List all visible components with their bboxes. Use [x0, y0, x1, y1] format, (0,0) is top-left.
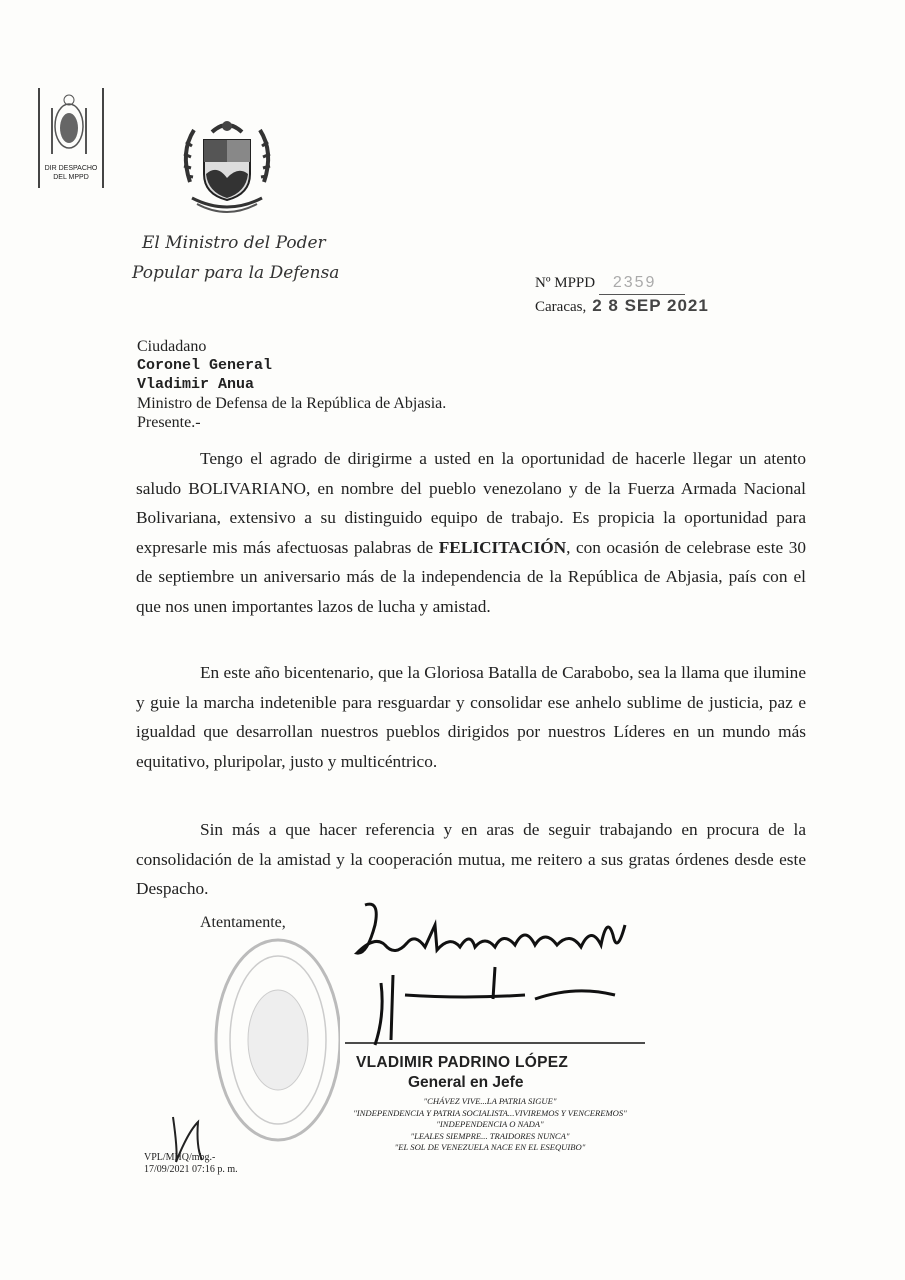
- body-paragraph-2: [136, 658, 806, 776]
- stamp-label: DIR DESPACHO DEL MPPD: [44, 165, 98, 181]
- addressee-block: [137, 337, 446, 432]
- p1-text-a: Tengo el agrado de dirigirme a usted en la oportunidad de hacerle llegar un atento saludo BOLIVARIANO, en nombre del pueblo venezolano y de la Fuerza Armada Nacional Bolivariana, extensivo a su distinguido equipo de trabajo. Es propicia la oportunidad para expresarle mis más afectuosas palabras de: [136, 449, 806, 557]
- stamp-emblem-icon: [40, 88, 98, 160]
- reference-block: [535, 272, 709, 318]
- p3-text: Sin más a que hacer referencia y en aras de seguir trabajando en procura de la consolidación de la amistad y la cooperación mutua, me reitero a sus gratas órdenes desde este Despacho.: [136, 820, 806, 898]
- motto-4: "LEALES SIEMPRE... TRAIDORES NUNCA": [410, 1130, 570, 1141]
- addressee-rank: Coronel General: [137, 357, 273, 374]
- signer-rank: General en Jefe: [408, 1074, 524, 1091]
- felicitacion-bold: FELICITACIÓN: [438, 537, 567, 557]
- footer-reference: [144, 1152, 238, 1176]
- addressee-title: Ministro de Defensa de la República de Abjasia.: [137, 395, 447, 412]
- motto-2: "INDEPENDENCIA Y PATRIA SOCIALISTA...VIVIREMOS Y VENCEREMOS": [353, 1107, 627, 1118]
- body-paragraph-1: [136, 444, 806, 621]
- minister-title: [132, 228, 339, 288]
- minister-line-2: Popular para la Defensa: [132, 263, 340, 283]
- motto-5: "EL SOL DE VENEZUELA NACE EN EL ESEQUIBO": [394, 1142, 586, 1152]
- mottos-block: [300, 1096, 680, 1154]
- addressee-name: Vladimir Anua: [137, 376, 255, 393]
- footer-initials: VPL/MHQ/mbg.-: [144, 1152, 216, 1163]
- body-paragraph-3: [136, 815, 806, 904]
- signature-icon: [345, 895, 645, 1055]
- addressee-salutation: Ciudadano: [137, 338, 207, 355]
- minister-line-1: El Ministro del Poder: [142, 233, 326, 253]
- signer-name: VLADIMIR PADRINO LÓPEZ: [356, 1054, 569, 1071]
- motto-3: "INDEPENDENCIA O NADA": [436, 1119, 544, 1129]
- handwritten-signature: [345, 895, 645, 1055]
- footer-timestamp: 17/09/2021 07:16 p. m.: [144, 1164, 238, 1175]
- closing-greeting: Atentamente,: [200, 914, 286, 931]
- city-label: Caracas,: [535, 299, 587, 315]
- date-stamp: 2 8 SEP 2021: [592, 296, 709, 315]
- mppd-number: 2359: [599, 272, 685, 295]
- addressee-presente: Presente.-: [137, 414, 201, 431]
- coat-of-arms-icon: [172, 112, 282, 222]
- mppd-label: Nº MPPD: [535, 275, 596, 291]
- office-stamp: [38, 88, 104, 188]
- coat-of-arms: [172, 112, 282, 222]
- p1-text-b: , con ocasión de celebrase este 30 de septiembre un aniversario más de la independencia de la República de Abjasia, país con el que nos unen importantes lazos de lucha y amistad.: [136, 537, 806, 616]
- p2-text: En este año bicentenario, que la Gloriosa Batalla de Carabobo, sea la llama que ilumine y guie la marcha indetenible para resguardar y consolidar ese anhelo sublime de justicia, paz e igualdad que desarrollan nuestros pueblos dirigidos por nuestros Líderes en un mundo más equitativo, pluripolar, justo y multicéntrico.: [136, 663, 806, 771]
- motto-1: "CHÁVEZ VIVE...LA PATRIA SIGUE": [423, 1096, 557, 1106]
